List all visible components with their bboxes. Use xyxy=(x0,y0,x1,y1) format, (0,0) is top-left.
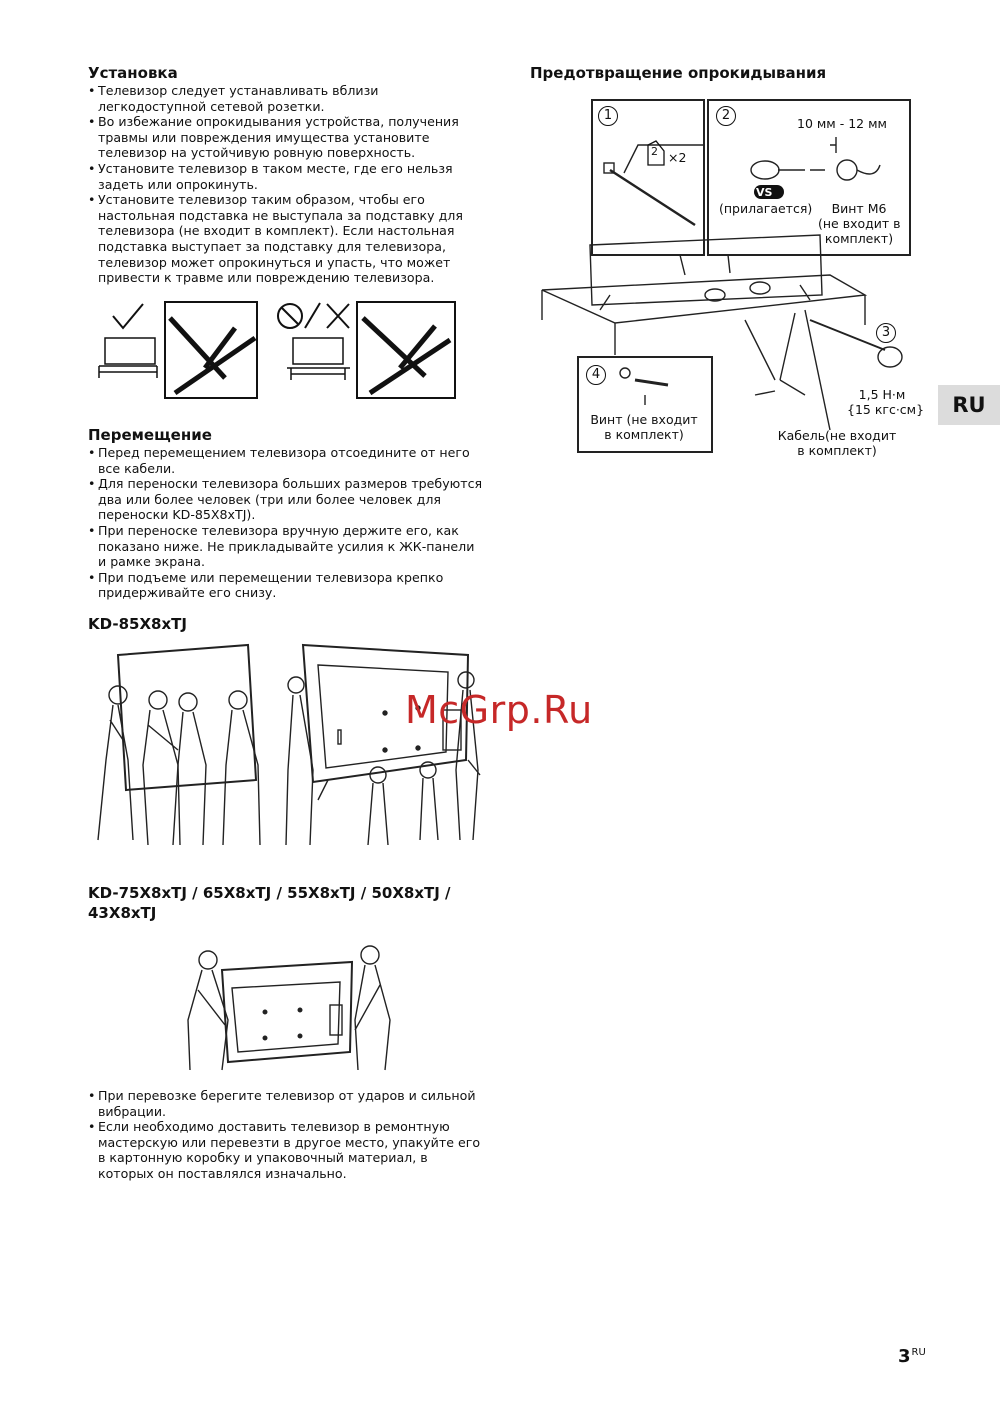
page-number-suffix: RU xyxy=(911,1347,926,1358)
list-item: • Для переноски телевизора больших размеров требуются два или более человек (три или более человек для переноски KD-85X8xTJ). xyxy=(88,476,483,523)
correct-check-icon xyxy=(113,304,143,328)
cable-line1: Кабель(не входит xyxy=(777,428,897,443)
step-2-number: 2 xyxy=(716,106,736,126)
torque-label xyxy=(847,387,925,417)
torque-line1: 1,5 Н·м xyxy=(858,387,906,402)
person-silhouette xyxy=(178,693,206,845)
moving-heading: Перемещение xyxy=(88,426,212,444)
vs-badge: VS xyxy=(756,186,773,199)
part-count-icon-number: 2 xyxy=(651,145,658,158)
list-item: • Если необходимо доставить телевизор в ремонтную мастерскую или перевезти в другое место, упакуйте его в картонную коробку и упаковочный материал, в которых он поставлялся изначально. xyxy=(88,1119,483,1181)
list-item: • При подъеме или перемещении телевизора крепко придерживайте его снизу. xyxy=(88,570,483,601)
model-large-heading: KD-85X8xTJ xyxy=(88,615,187,633)
page-number-value: 3 xyxy=(898,1346,911,1367)
screw-m6-line2: (не входит в xyxy=(818,216,901,231)
person-silhouette xyxy=(368,767,388,845)
dimension-label: 10 мм - 12 мм xyxy=(797,116,887,131)
stand-placement-figure xyxy=(95,298,465,403)
cable-line2: в комплект) xyxy=(797,443,877,458)
incorrect-x-icon xyxy=(327,304,349,328)
list-item: • Установите телевизор в таком месте, где его нельзя задеть или опрокинуть. xyxy=(88,161,483,192)
person-silhouette xyxy=(143,691,178,845)
antitip-heading: Предотвращение опрокидывания xyxy=(530,64,827,82)
torque-line2: {15 кгс·см} xyxy=(847,402,925,417)
transport-list xyxy=(88,1088,483,1182)
part-quantity: ×2 xyxy=(668,150,687,165)
supplied-label: (прилагается) xyxy=(719,201,813,216)
list-item: • При переноске телевизора вручную держите его, как показано ниже. Не прикладывайте усилия к ЖК-панели и рамке экрана. xyxy=(88,523,483,570)
carry-small-tv-figure xyxy=(180,940,395,1075)
list-item: • При перевозке берегите телевизор от ударов и сильной вибрации. xyxy=(88,1088,483,1119)
list-item: • Во избежание опрокидывания устройства, получения травмы или повреждения имущества установите телевизор на устойчивую ровную поверхность. xyxy=(88,114,483,161)
list-item: • Перед перемещением телевизора отсоедините от него все кабели. xyxy=(88,445,483,476)
screw-m6-line3: комплект) xyxy=(824,231,894,246)
person-silhouette xyxy=(98,686,133,840)
screw-line1: Винт (не входит xyxy=(590,412,698,427)
step-1-number: 1 xyxy=(598,106,618,126)
step-4-number: 4 xyxy=(586,365,606,385)
person-silhouette xyxy=(355,946,390,1070)
list-item: • Установите телевизор таким образом, чтобы его настольная подставка не выступала за подставку для телевизора (не входит в комплект). Если настольная подставка выступает за подставку для телевизора, телевизор может опрокинуться и упасть, что может привести к травме или повреждению телевизора. xyxy=(88,192,483,286)
screw-m6-line1: Винт M6 xyxy=(831,201,887,216)
moving-list xyxy=(88,445,483,601)
screw-line2: в комплект) xyxy=(604,427,684,442)
model-small-heading-line1: KD-75X8xTJ / 65X8xTJ / 55X8xTJ / 50X8xTJ / xyxy=(88,884,451,902)
cable-label xyxy=(775,428,899,458)
step-3-number: 3 xyxy=(876,323,896,343)
page-number xyxy=(898,1346,926,1367)
model-small-heading-line2: 43X8xTJ xyxy=(88,904,157,922)
screw-label xyxy=(585,412,703,442)
installation-heading: Установка xyxy=(88,64,178,82)
person-silhouette xyxy=(188,951,228,1070)
list-item: • Телевизор следует устанавливать вблизи легкодоступной сетевой розетки. xyxy=(88,83,483,114)
carry-large-tv-figure xyxy=(88,640,488,850)
person-silhouette xyxy=(286,677,313,845)
installation-list xyxy=(88,83,483,286)
language-tab: RU xyxy=(938,385,1000,425)
screw-m6-label xyxy=(818,201,900,246)
watermark: McGrp.Ru xyxy=(405,688,593,732)
person-silhouette xyxy=(420,762,438,840)
